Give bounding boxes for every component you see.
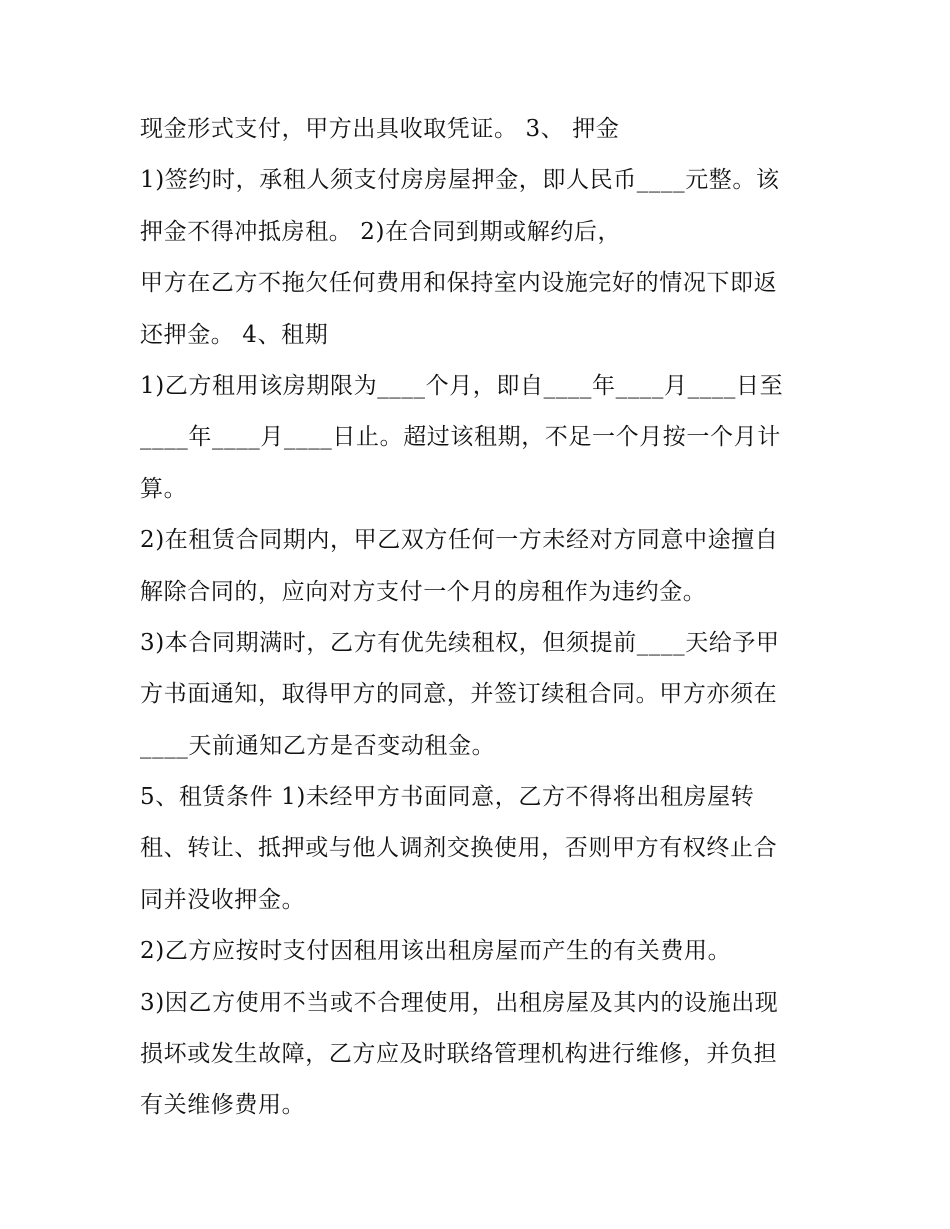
text-line: 3)本合同期满时，乙方有优先续租权，但须提前____天给予甲 <box>140 629 780 656</box>
text-line: 损坏或发生故障，乙方应及时联络管理机构进行维修，并负担 <box>140 1041 778 1068</box>
document-body <box>140 104 830 1132</box>
text-line: 同并没收押金。 <box>140 886 306 913</box>
text-line: 租、转让、抵押或与他人调剂交换使用，否则甲方有权终止合 <box>140 835 778 862</box>
text-line: 甲方在乙方不拖欠任何费用和保持室内设施完好的情况下即返 <box>140 270 778 297</box>
text-line: ____天前通知乙方是否变动租金。 <box>140 732 496 759</box>
text-line: 解除合同的，应向对方支付一个月的房租作为违约金。 <box>140 578 707 605</box>
text-line: 押金不得冲抵房租。 2)在合同到期或解约后， <box>140 218 622 245</box>
text-line: 现金形式支付，甲方出具收取凭证。 3、 押金 <box>140 116 620 142</box>
text-line: 3)因乙方使用不当或不合理使用，出租房屋及其内的设施出现 <box>140 989 779 1016</box>
text-line: 1)签约时，承租人须支付房房屋押金，即人民币____元整。该 <box>140 167 780 194</box>
text-line: 算。 <box>140 475 188 502</box>
text-line: 还押金。 4、租期 <box>140 321 329 348</box>
text-line: ____年____月____日止。超过该租期，不足一个月按一个月计 <box>140 424 781 451</box>
text-line: 1)乙方租用该房期限为____个月，即自____年____月____日至 <box>140 372 784 399</box>
text-line: 方书面通知，取得甲方的同意，并签订续租合同。甲方亦须在 <box>140 681 778 708</box>
text-line: 2)乙方应按时支付因租用该出租房屋而产生的有关费用。 <box>140 938 732 965</box>
text-line: 有关维修费用。 <box>140 1092 306 1119</box>
text-line: 2)在租赁合同期内，甲乙双方任何一方未经对方同意中途擅自 <box>140 527 779 554</box>
text-line: 5、租赁条件 1)未经甲方书面同意，乙方不得将出租房屋转 <box>140 784 755 811</box>
